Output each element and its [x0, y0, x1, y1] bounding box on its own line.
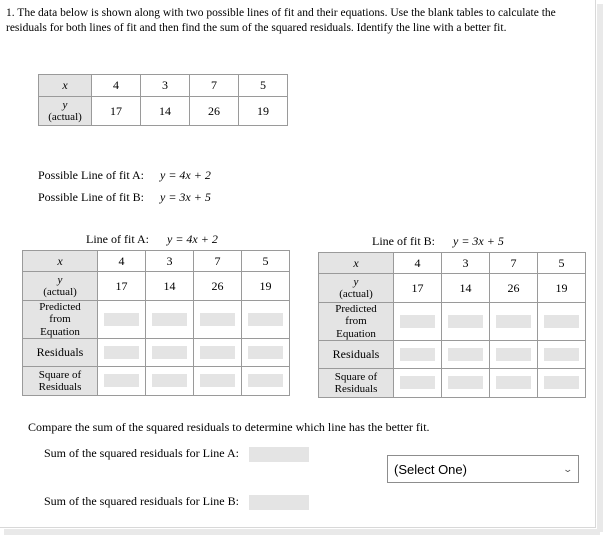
table-row [39, 75, 288, 97]
table-a-caption [86, 232, 218, 247]
input-blank[interactable] [248, 313, 283, 326]
a-residual-1[interactable] [146, 338, 194, 366]
table-a-caption-equation: y = 4x + 2 [167, 232, 218, 246]
table-row [23, 366, 290, 395]
b-residual-2[interactable] [490, 340, 538, 368]
possible-line-a [38, 168, 211, 183]
input-blank[interactable] [200, 374, 235, 387]
b-square-1[interactable] [442, 368, 490, 397]
b-row-label-predicted: Predicted from Equation [319, 303, 394, 341]
input-blank[interactable] [104, 313, 139, 326]
b-x-0: 4 [394, 253, 442, 274]
b-square-0[interactable] [394, 368, 442, 397]
table-row [23, 251, 290, 272]
b-residual-0[interactable] [394, 340, 442, 368]
select-value: (Select One) [394, 461, 467, 477]
table-row [319, 274, 586, 303]
input-blank[interactable] [544, 348, 579, 361]
chevron-down-icon: ⌄ [562, 463, 574, 474]
a-row-label-square: Square of Residuals [23, 366, 98, 395]
b-residual-1[interactable] [442, 340, 490, 368]
a-predicted-0[interactable] [98, 301, 146, 339]
a-x-3: 5 [242, 251, 290, 272]
input-blank[interactable] [152, 313, 187, 326]
sum-a-row [44, 446, 309, 462]
cell-y-1: 14 [141, 97, 190, 126]
cell-y-label: y (actual) [39, 97, 92, 126]
sum-b-input[interactable] [249, 495, 309, 510]
b-x-3: 5 [538, 253, 586, 274]
possible-line-b [38, 190, 211, 205]
input-blank[interactable] [400, 376, 435, 389]
a-square-2[interactable] [194, 366, 242, 395]
a-predicted-1[interactable] [146, 301, 194, 339]
b-row-label-square: Square of Residuals [319, 368, 394, 397]
a-square-3[interactable] [242, 366, 290, 395]
table-row [23, 338, 290, 366]
table-row [319, 368, 586, 397]
table-b-caption [372, 234, 504, 249]
table-row [319, 340, 586, 368]
a-predicted-3[interactable] [242, 301, 290, 339]
b-square-2[interactable] [490, 368, 538, 397]
input-blank[interactable] [248, 374, 283, 387]
a-residual-2[interactable] [194, 338, 242, 366]
a-x-0: 4 [98, 251, 146, 272]
b-predicted-3[interactable] [538, 303, 586, 341]
sum-b-row [44, 494, 309, 510]
cell-x-3: 5 [239, 75, 288, 97]
b-y-3: 19 [538, 274, 586, 303]
input-blank[interactable] [496, 315, 531, 328]
a-row-label-residuals: Residuals [23, 338, 98, 366]
b-row-label-y: y (actual) [319, 274, 394, 303]
cell-x-2: 7 [190, 75, 239, 97]
b-row-label-residuals: Residuals [319, 340, 394, 368]
table-a-caption-label: Line of fit A: [86, 232, 149, 246]
possible-line-b-equation: y = 3x + 5 [160, 190, 211, 204]
page-shadow-bottom [4, 529, 600, 535]
b-predicted-2[interactable] [490, 303, 538, 341]
b-square-3[interactable] [538, 368, 586, 397]
table-b-caption-equation: y = 3x + 5 [453, 234, 504, 248]
cell-y-2: 26 [190, 97, 239, 126]
a-y-2: 26 [194, 272, 242, 301]
input-blank[interactable] [496, 376, 531, 389]
input-blank[interactable] [400, 348, 435, 361]
a-x-2: 7 [194, 251, 242, 272]
cell-x-1: 3 [141, 75, 190, 97]
input-blank[interactable] [104, 346, 139, 359]
question-prompt: 1. The data below is shown along with two possible lines of fit and their equations. Use the blank tables to calculate the residuals for both lines of fit and then find the sum of the squared residuals. Identify the line with a better fit. [6, 7, 556, 35]
a-predicted-2[interactable] [194, 301, 242, 339]
b-x-2: 7 [490, 253, 538, 274]
input-blank[interactable] [544, 376, 579, 389]
a-y-3: 19 [242, 272, 290, 301]
input-blank[interactable] [152, 374, 187, 387]
page-shadow-right [597, 4, 603, 532]
sum-a-label: Sum of the squared residuals for Line A: [44, 446, 239, 460]
a-row-label-predicted: Predicted from Equation [23, 301, 98, 339]
a-y-1: 14 [146, 272, 194, 301]
input-blank[interactable] [104, 374, 139, 387]
input-blank[interactable] [248, 346, 283, 359]
input-blank[interactable] [496, 348, 531, 361]
b-predicted-1[interactable] [442, 303, 490, 341]
b-x-1: 3 [442, 253, 490, 274]
cell-y-3: 19 [239, 97, 288, 126]
input-blank[interactable] [448, 348, 483, 361]
sum-b-label: Sum of the squared residuals for Line B: [44, 494, 239, 508]
input-blank[interactable] [200, 313, 235, 326]
b-y-0: 17 [394, 274, 442, 303]
a-residual-0[interactable] [98, 338, 146, 366]
input-blank[interactable] [448, 376, 483, 389]
compare-instruction: Compare the sum of the squared residuals to determine which line has the better fit. [28, 420, 430, 434]
possible-line-a-label: Possible Line of fit A: [38, 168, 144, 182]
cell-x-label: x [39, 75, 92, 97]
table-b-caption-label: Line of fit B: [372, 234, 435, 248]
cell-x-0: 4 [92, 75, 141, 97]
possible-line-b-label: Possible Line of fit B: [38, 190, 144, 204]
b-y-2: 26 [490, 274, 538, 303]
sum-a-input[interactable] [249, 447, 309, 462]
residual-table-b [318, 252, 586, 398]
a-row-label-x: x [23, 251, 98, 272]
input-blank[interactable] [400, 315, 435, 328]
a-row-label-y: y (actual) [23, 272, 98, 301]
a-residual-3[interactable] [242, 338, 290, 366]
input-blank[interactable] [200, 346, 235, 359]
input-blank[interactable] [448, 315, 483, 328]
data-table [38, 74, 288, 126]
b-predicted-0[interactable] [394, 303, 442, 341]
table-row [319, 303, 586, 341]
table-row [23, 301, 290, 339]
cell-y-0: 17 [92, 97, 141, 126]
table-row [319, 253, 586, 274]
a-square-0[interactable] [98, 366, 146, 395]
a-square-1[interactable] [146, 366, 194, 395]
b-y-1: 14 [442, 274, 490, 303]
table-row [23, 272, 290, 301]
input-blank[interactable] [544, 315, 579, 328]
a-y-0: 17 [98, 272, 146, 301]
better-fit-select[interactable] [387, 455, 579, 483]
input-blank[interactable] [152, 346, 187, 359]
possible-line-a-equation: y = 4x + 2 [160, 168, 211, 182]
b-residual-3[interactable] [538, 340, 586, 368]
residual-table-a [22, 250, 290, 396]
a-x-1: 3 [146, 251, 194, 272]
b-row-label-x: x [319, 253, 394, 274]
table-row [39, 97, 288, 126]
